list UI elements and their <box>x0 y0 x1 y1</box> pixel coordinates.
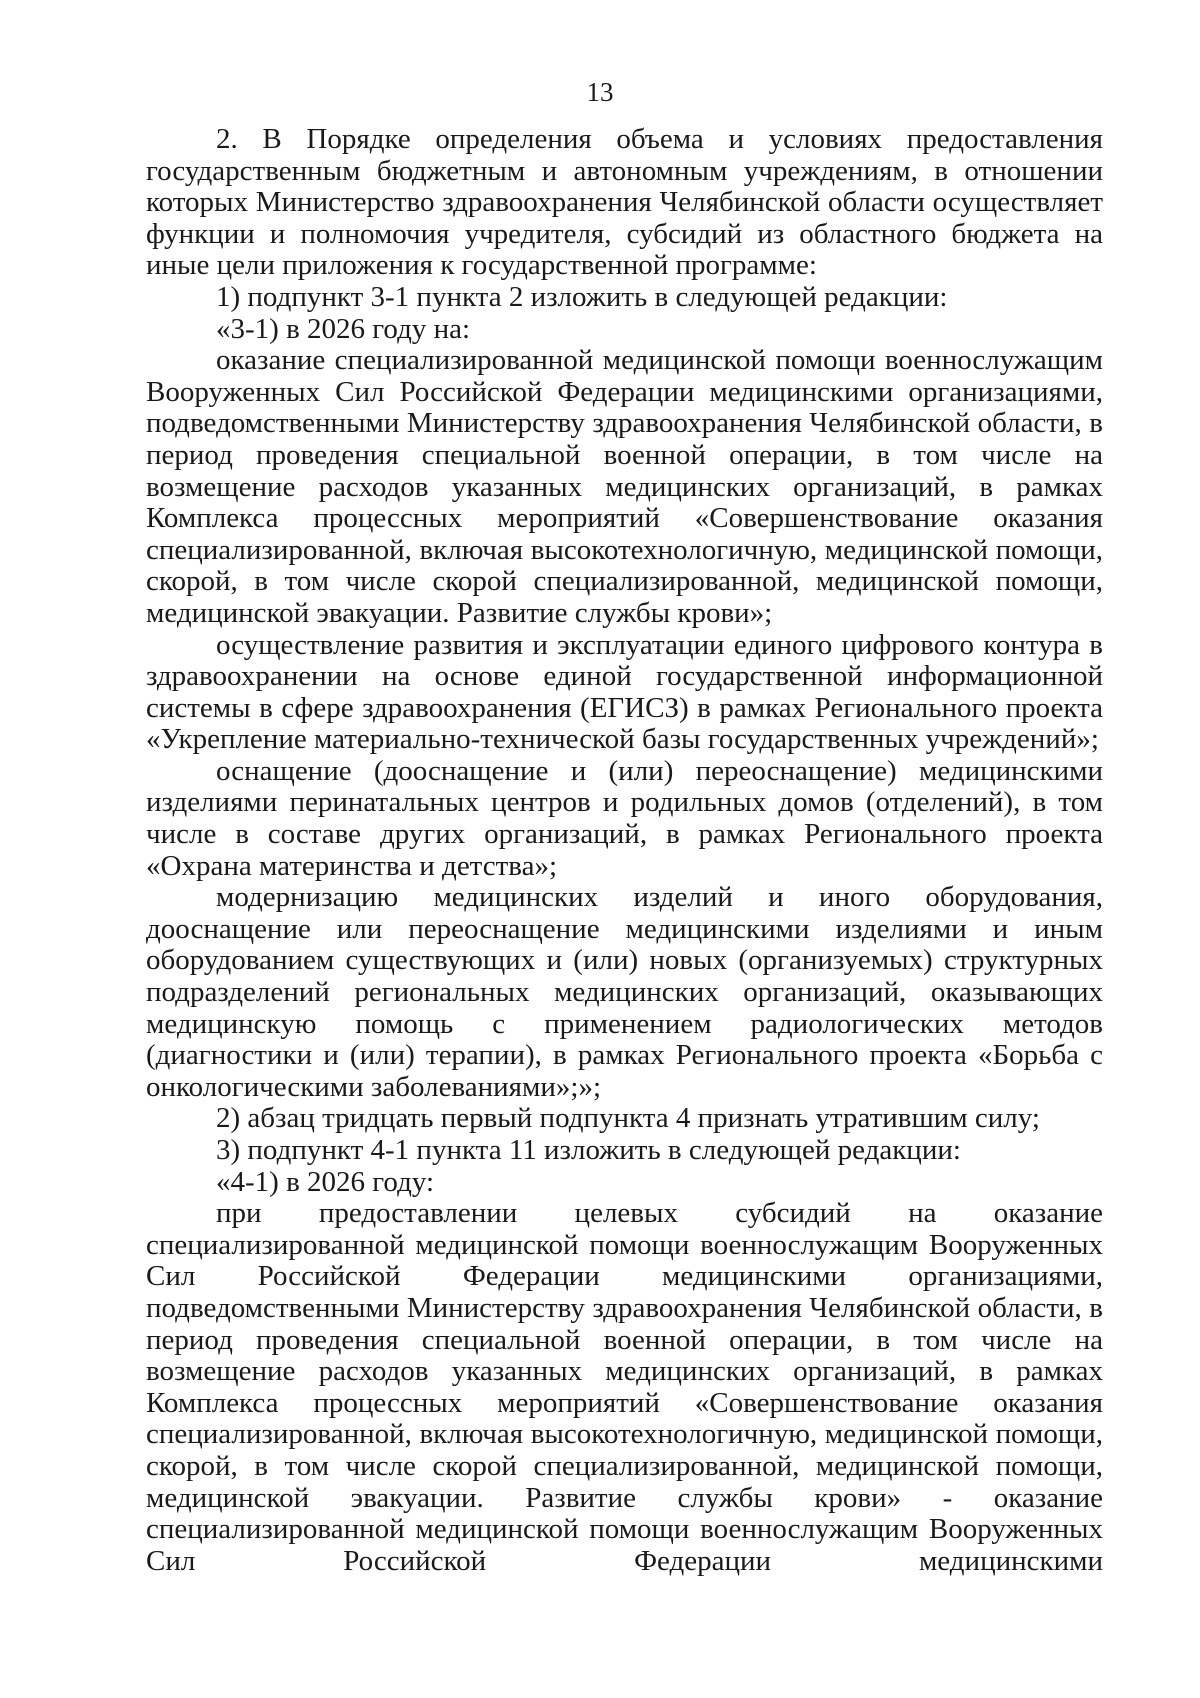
paragraph-subitem-2: 2) абзац тридцать первый подпункта 4 признать утратившим силу; <box>216 1102 1040 1135</box>
paragraph-digital-contour: осуществление развития и эксплуатации единого цифрового контура в здравоохранении на основе единой государственной информационной системы в сфере здравоохранения (ЕГИСЗ) в рамках Регионального проекта «Укрепление материально-технической базы государственных учреждений»; <box>146 628 1103 756</box>
paragraph-specialized-care: оказание специализированной медицинской помощи военнослужащим Вооруженных Сил Российской Федерации медицинскими организациями, подведомственными Министерству здравоохранения Челябинской области, в период проведения специальной военной операции, в том числе на возмещение расходов указанных медицинских организаций, в рамках Комплекса процессных мероприятий «Совершенствование оказания специализированной, включая высокотехнологичную, медицинской помощи, скорой, в том числе скорой специализированной, медицинской помощи, медицинской эвакуации. Развитие службы крови»; <box>146 344 1103 629</box>
paragraph-perinatal-equipment: оснащение (дооснащение и (или) переоснащение) медицинскими изделиями перинатальных центров и родильных домов (отделений), в том числе в составе других организаций, в рамках Регионального проекта «Охрана материнства и детства»; <box>146 754 1103 882</box>
page-number: 13 <box>586 77 614 107</box>
paragraph-subitem-1: 1) подпункт 3-1 пункта 2 изложить в следующей редакции: <box>216 280 948 313</box>
document-body <box>146 124 1103 1577</box>
paragraph-item-2: 2. В Порядке определения объема и условиях предоставления государственным бюджетным и автономным учреждениям, в отношении которых Министерство здравоохранения Челябинской области осуществляет функции и полномочия учредителя, субсидий из областного бюджета на иные цели приложения к государственной программе: <box>146 123 1103 282</box>
paragraph-quote-start-3-1: «3-1) в 2026 году на: <box>216 312 471 345</box>
paragraph-subitem-3: 3) подпункт 4-1 пункта 11 изложить в следующей редакции: <box>216 1134 961 1166</box>
paragraph-radiology-modernization: модернизацию медицинских изделий и иного оборудования, дооснащение или переоснащение медицинскими изделиями и иным оборудованием существующих и (или) новых (организуемых) структурных подразделений региональных медицинских организаций, оказывающих медицинскую помощь с применением радиологических методов (диагностики и (или) терапии), в рамках Регионального проекта «Борьба с онкологическими заболеваниями»;»; <box>146 881 1103 1103</box>
paragraph-target-subsidies: при предоставлении целевых субсидий на оказание специализированной медицинской помощи военнослужащим Вооруженных Сил Российской Федерации медицинскими организациями, подведомственными Министерству здравоохранения Челябинской области, в период проведения специальной военной операции, в том числе на возмещение расходов указанных медицинских организаций, в рамках Комплекса процессных мероприятий «Совершенствование оказания специализированной, включая высокотехнологичную, медицинской помощи, скорой, в том числе скорой специализированной, медицинской помощи, медицинской эвакуации. Развитие службы крови» - оказание специализированной медицинской помощи военнослужащим Вооруженных Сил Российской Федерации медицинскими <box>146 1197 1103 1577</box>
paragraph-quote-start-4-1: «4-1) в 2026 году: <box>216 1165 435 1198</box>
